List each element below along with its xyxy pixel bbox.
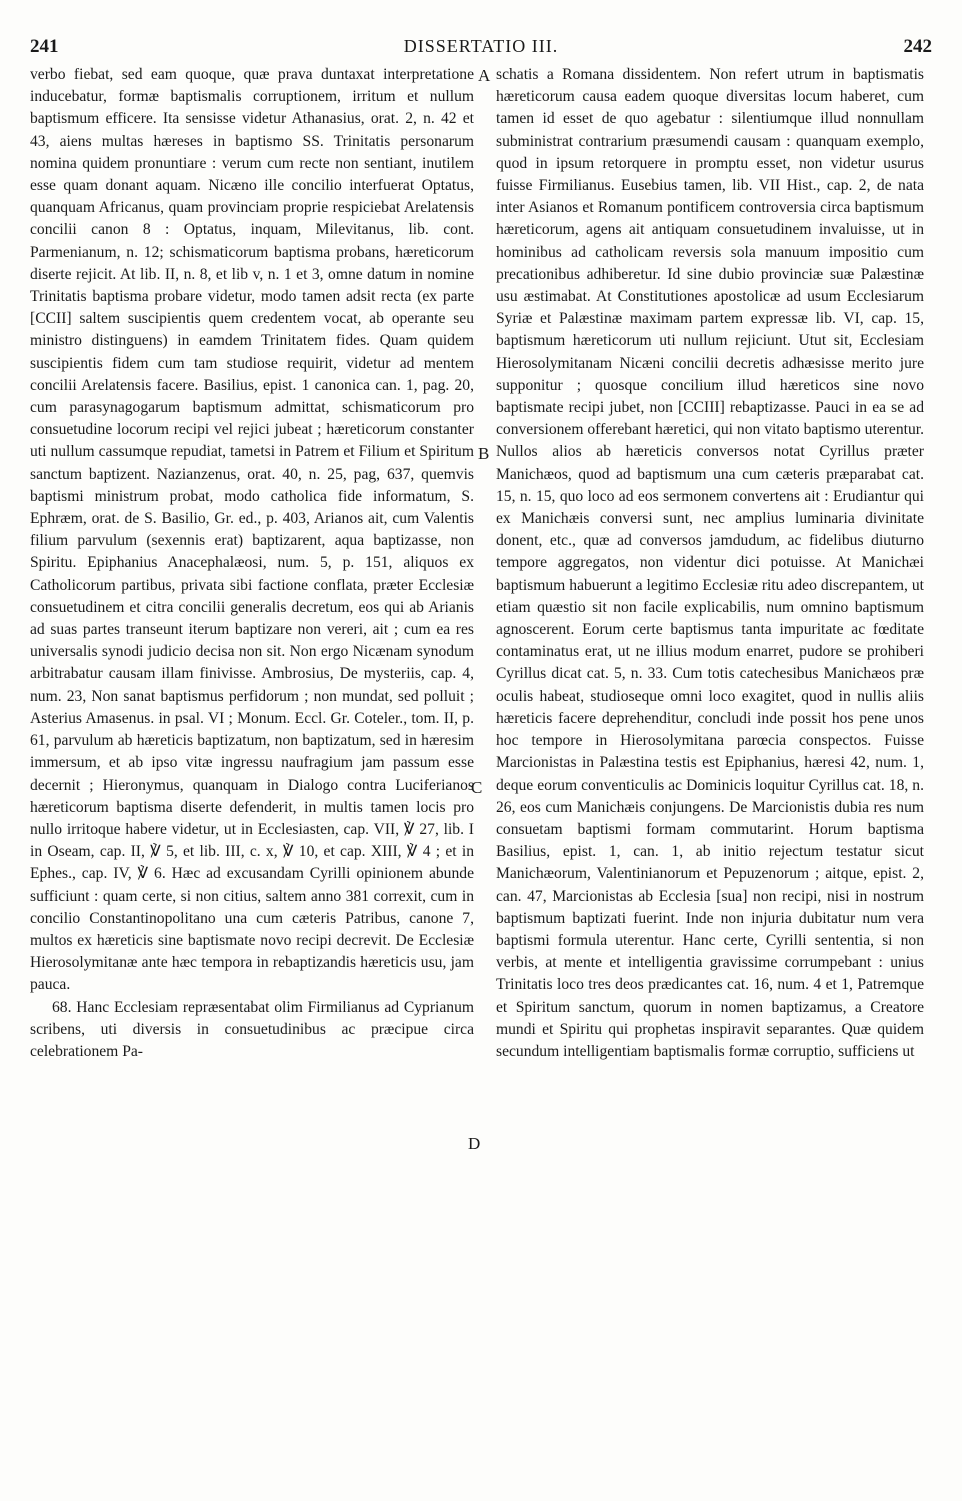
page-header	[30, 36, 932, 60]
margin-letter-b: B	[478, 444, 490, 463]
right-column	[496, 64, 924, 1063]
running-title: DISSERTATIO III.	[403, 36, 559, 56]
left-column	[30, 64, 474, 1063]
margin-letter-c: C	[471, 778, 483, 797]
margin-letter-d: D	[468, 1134, 481, 1153]
left-paragraph-1: verbo fiebat, sed eam quoque, quæ prava duntaxat interpretatione inducebatur, formæ baptismalis corruptionem, irritum et nullum baptismum efficere. Ita sensisse videtur Athanasius, orat. 2, n. 42 et 43, aiens multas hæreses in baptismo SS. Trinitatis personarum nomina quidem pronuntiare : verum cum recte non sentiant, inutilem esse quam donant aquam. Nicæno ille concilio interfuerat Optatus, quanquam Africanus, quam provinciam proprie respiciebat Arelatensis concilii canon 8 : Optatus, inquam, Milevitanus, lib. cont. Parmenianum, n. 12; schismaticorum baptisma probans, hæreticorum diserte rejicit. At lib. II, n. 8, et lib v, n. 1 et 3, omne datum in nomine Trinitatis baptisma probare videtur, modo tamen adsit recta (ex parte [CCII] saltem suscipientis quem credentem vocat, ab operante seu ministro distinguens) in eamdem Trinitatem fides. Quam quidem suscipientis fidem cum tam studiose requirit, videtur ad mentem concilii Arelatensis facere. Basilius, epist. 1 canonica can. 1, pag. 20, cum parasynagogarum baptismum admittat, schismaticorum pro consuetudine locorum recipi vel rejici jubeat ; hæreticorum constanter uti nullum cassumque repudiat, tametsi in Patrem et Filium et Spiritum sanctum baptizent. Nazianzenus, orat. 40, n. 25, pag, 637, quemvis baptismi ministrum probat, modo catholica fide informatum, S. Ephræm, orat. de S. Basilio, Gr. ed., p. 403, Arianos ait, cum Valentis filium parvulum (sexennis erat) baptizarent, aqua baptizasse, non Spiritu. Epiphanius Anacephalæosi, num. 5, p. 151, aliquos ex Catholicorum partibus, privata sibi factione conflata, præter Ecclesiæ consuetudinem et citra concilii generalis decretum, eos qui ab Arianis ad suas partes transeunt iterum baptizare non vereri, ait ; cum ea res universalis synodi judicio decisa non sit. Non ergo Nicænam synodum arbitrabatur causam illam finivisse. Ambrosius, De mysteriis, cap. 4, num. 23, Non sanat baptismus perfidorum ; non mundat, sed polluit ; Asterius Amasenus. in psal. VI ; Monum. Eccl. Gr. Coteler., tom. II, p. 61, parvulum ab hæreticis baptizatum, non baptizatum, sed in hæresim immersum, et ab ipso vitæ ingressu naufragium jam passum esse decernit ; Hieronymus, quanquam in Dialogo contra Luciferianos hæreticorum baptisma diserte defenderit, in multis tamen locis pro nullo irritoque habere videtur, ut in Ecclesiasten, cap. VII, ℣ 27, lib. I in Oseam, cap. II, ℣ 5, et lib. III, c. x, ℣ 10, et cap. XIII, ℣ 4 ; et in Ephes., cap. IV, ℣ 6. Hæc ad excusandam Cyrilli opinionem abunde sufficiunt : quam certe, si non citius, saltem anno 381 correxit, cum in concilio Constantinopolitano una cum cæteris Patribus, canone 7, multos ex hæreticis sine baptismate novo recipi decrevit. De Ecclesiæ Hierosolymitanæ ante hæc tempora in rebaptizandis hæreticis usu, jam pauca.	[30, 66, 474, 994]
right-page-number: 242	[903, 36, 932, 57]
left-paragraph-2: 68. Hanc Ecclesiam repræsentabat olim Firmilianus ad Cyprianum scribens, uti diversis in consuetudinibus ac præcipue circa celebrationem Pa-	[30, 998, 474, 1060]
margin-letter-a: A	[478, 66, 491, 85]
right-paragraph-1: schatis a Romana dissidentem. Non refert utrum in baptismatis hæreticorum causa eadem quoque diversitas locum haberet, cum tamen id esset de quo agebatur : silentiumque illud nonnullam subministrat contrarium præsumendi causam : quanquam exemplo, quod in ipsum retorquere in promptu esset, non videtur usurus fuisse Firmilianus. Eusebius tamen, lib. VII Hist., cap. 2, de nata inter Asianos et Romanum pontificem controversia circa baptismum hæreticorum, agens ait antiquam consuetudinem invaluisse, ut in hominibus ad catholicam reversis sola manuum impositio cum precationibus adhiberetur. Id sine dubio provinciæ suæ Palæstinæ usu æstimabat. At Constitutiones apostolicæ ad usum Ecclesiarum Syriæ et Palæstinæ maximam partem expressæ lib. VI, cap. 15, baptismum hæreticorum uti nullum rejiciunt. Utut sit, Ecclesiam Hierosolymitanam Nicæni concilii decretis adhæsisse merito jure supponitur ; quosque concilium illud hæreticos sine novo baptismate recipi jubet, non [CCIII] rebaptizasse. Pauci in ea se ad conversionem offerebant hæretici, qui non vitato baptismo uterentur. Nullos alios ab hæreticis conversos notat Cyrillus præter Manichæos, quod ad baptismum una cum cæteris præparabat cat. 15, n. 15, quo loco ad eos sermonem convertens ait : Erudiantur qui ex Manichæis conversi sunt, nec amplius luminaria divinitate donent, etc., quæ ad conversos jamdudum, ac fidelibus diuturno tempore aggregatos, non videntur dici potuisse. At Manichæi baptismum habuerunt a legitimo Ecclesiæ ritu adeo discrepantem, ut etiam quæstio sit non facile explicabilis, num omnino baptismum agnoscerent. Eorum certe baptismus tanta impuritate ac fœditate contaminatus erat, ut ne illius modum enarret, pudore se prohiberi Cyrillus dicat cat. 5, n. 33. Cum totis catechesibus Manichæos præ oculis habeat, studioseque omni loco exagitet, quod in nullis aliis hæreticis facere deprehenditur, concludi inde possit hos pene unos hoc tempore in Hierosolymitana parœcia conspectos. Fuisse Marcionistas in Palæstina testis est Epiphanius, hæresi 42, num. 1, deque eorum conventiculis ac Dominicis loquitur Cyrillus cat. 18, n. 26, eos cum Manichæis conjungens. De Marcionistis dubia res num consuetam baptismi formam commutarint. Horum baptisma Basilius, epist. 1, can. 1, ab initio rejectum testatur sicut Manichæorum, Valentinianorum et Pepuzenorum ; aitque, epist. 2, can. 47, Marcionistas ab Ecclesia [sua] non recipi, nisi in nostrum baptismum baptizati fuerint. Inde non injuria dubitatur num vera baptismi formula uterentur. Hanc certe, Cyrilli sententia, si non verbis, at mente et intelligentia gravissime corrumpebant : unius Trinitatis loco tres deos prædicantes cat. 16, num. 4 et 1, Patremque et Spiritum sanctum, quorum in nomen baptizamus, a Creatore mundi et Spiritu qui prophetas inspiravit separantes. Quæ quidem secundum intelligentiam baptismalis formæ corruptio, sufficiens ut	[496, 66, 924, 1060]
left-page-number: 241	[30, 36, 59, 57]
